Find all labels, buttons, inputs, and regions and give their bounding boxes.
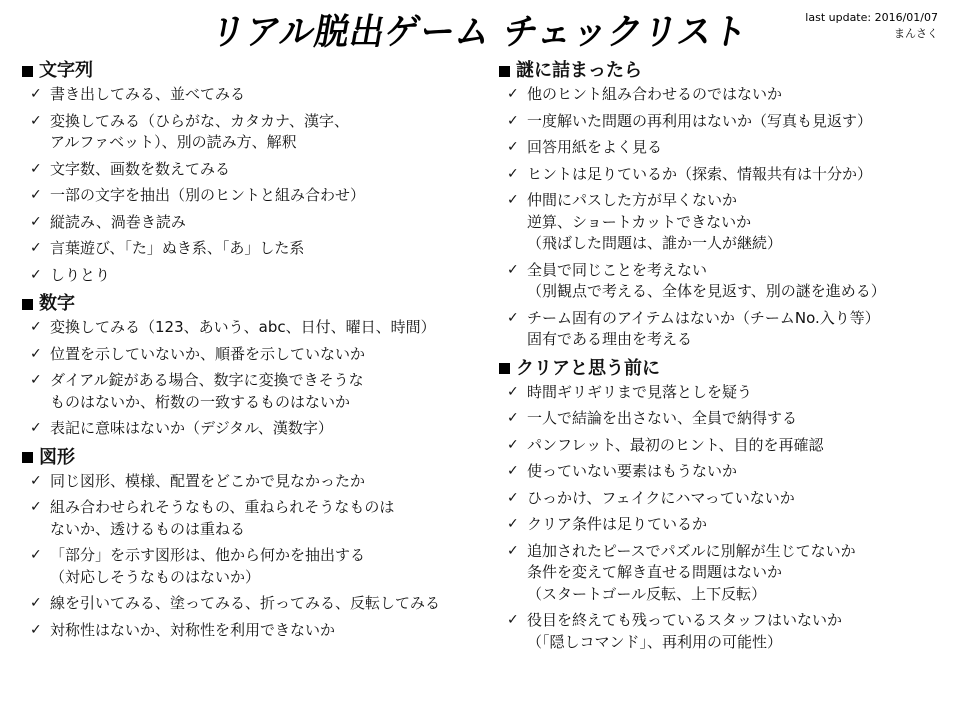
- checklist-item-text: [50, 159, 230, 181]
- check-icon: ✓: [30, 621, 42, 638]
- section-title: [497, 58, 952, 84]
- checklist-item-text: [50, 497, 394, 540]
- checklist-item: [20, 620, 490, 642]
- check-icon: ✓: [507, 612, 519, 628]
- section: [20, 291, 490, 440]
- checklist-item: [20, 370, 490, 413]
- checklist-line: 変換してみる（ひらがな、カタカナ、漢字、: [50, 111, 349, 130]
- section-title-text: 文字列: [39, 60, 93, 81]
- checklist-line: ないか、透けるものは重ねる: [50, 519, 246, 538]
- checklist-line: （対応しそうなものはないか）: [50, 567, 261, 586]
- checklist-item-text: [50, 344, 365, 366]
- checklist-line: 一人で結論を出さない、全員で納得する: [527, 409, 798, 427]
- checklist-line: ものはないか、桁数の一致するものはないか: [50, 392, 351, 411]
- checklist-line: 時間ギリギリまで見落としを疑う: [527, 382, 753, 401]
- checklist-item: [497, 461, 952, 483]
- section-title-text: クリアと思う前に: [516, 357, 660, 379]
- checklist-item: [497, 488, 952, 510]
- checklist-line: 条件を変えて解き直せる問題はないか: [527, 563, 783, 581]
- checklist-item-text: [50, 212, 186, 234]
- checklist-item-text: [527, 408, 797, 430]
- check-icon: ✓: [507, 165, 519, 182]
- section: [20, 58, 490, 286]
- checklist-line: 線を引いてみる、塗ってみる、折ってみる、反転してみる: [50, 594, 441, 612]
- check-icon: ✓: [30, 86, 42, 102]
- author: まんさく: [894, 27, 938, 40]
- check-icon: ✓: [507, 86, 519, 102]
- checklist-item: [497, 260, 952, 303]
- checklist-line: 使っていない要素はもうないか: [527, 462, 738, 480]
- check-icon: ✓: [30, 319, 42, 335]
- checklist-item-text: [50, 265, 110, 287]
- checklist-item-text: [50, 545, 365, 588]
- check-icon: ✓: [30, 266, 42, 283]
- checklist-item: [497, 541, 952, 606]
- checklist-line: 仲間にパスした方が早くないか: [527, 191, 738, 209]
- checklist-item-text: [50, 471, 365, 493]
- checklist-line: アルファベット）、別の読み方、解釈: [50, 133, 297, 151]
- check-icon: ✓: [30, 372, 42, 388]
- check-icon: ✓: [507, 542, 519, 559]
- checklist-item: [497, 190, 952, 255]
- square-bullet-icon: [499, 66, 510, 77]
- checklist-item-text: [527, 610, 842, 653]
- check-icon: ✓: [507, 489, 519, 506]
- checklist-item-text: [527, 435, 824, 457]
- checklist-item-text: [50, 185, 365, 207]
- check-icon: ✓: [30, 213, 42, 230]
- check-icon: ✓: [30, 547, 42, 563]
- checklist-item: [497, 382, 952, 404]
- checklist-item: [20, 344, 490, 366]
- checklist-item: [20, 418, 490, 440]
- square-bullet-icon: [22, 299, 33, 310]
- page-title: リアル脱出ゲーム チェックリスト: [207, 12, 752, 53]
- checklist-item: [20, 593, 490, 615]
- checklist-item: [497, 84, 952, 106]
- checklist-line: 対称性はないか、対称性を利用できないか: [50, 620, 336, 639]
- checklist-line: 逆算、ショートカットできないか: [527, 212, 752, 231]
- checklist-line: 一度解いた問題の再利用はないか（写真も見返す）: [527, 111, 873, 130]
- section-title-text: 図形: [39, 446, 75, 468]
- section: [20, 445, 490, 642]
- check-icon: ✓: [30, 240, 42, 256]
- checklist-item-text: [50, 111, 349, 154]
- section-title-text: 数字: [39, 293, 75, 314]
- check-icon: ✓: [30, 187, 42, 203]
- checklist-line: チーム固有のアイテムはないか（チームNo.入り等）: [527, 308, 880, 327]
- checklist-line: パンフレット、最初のヒント、目的を再確認: [527, 435, 824, 454]
- check-icon: ✓: [507, 309, 519, 326]
- checklist-item: [497, 435, 952, 457]
- section-title-text: 謎に詰まったら: [516, 60, 642, 81]
- check-icon: ✓: [507, 139, 519, 155]
- checklist-line: ヒントは足りているか（探索、情報共有は十分か）: [527, 164, 873, 183]
- last-update: last update: 2016/01/07: [805, 11, 938, 24]
- checklist-line: しりとり: [50, 265, 111, 284]
- checklist-line: 書き出してみる、並べてみる: [50, 85, 246, 103]
- check-icon: ✓: [507, 261, 519, 278]
- checklist-item: [20, 84, 490, 106]
- checklist-item-text: [527, 111, 872, 133]
- section: [497, 356, 952, 654]
- checklist-line: 全員で同じことを考えない: [527, 260, 708, 279]
- checklist-line: クリア条件は足りているか: [527, 515, 708, 533]
- left-column: [20, 58, 490, 646]
- check-icon: ✓: [507, 410, 519, 426]
- checklist-item: [20, 212, 490, 234]
- checklist-item-text: [527, 260, 886, 303]
- check-icon: ✓: [30, 472, 42, 489]
- check-icon: ✓: [507, 112, 519, 129]
- checklist-item: [497, 137, 952, 159]
- checklist-item: [497, 408, 952, 430]
- right-column: [497, 58, 952, 658]
- checklist-line: （「隠しコマンド」、再利用の可能性）: [527, 632, 783, 651]
- checklist-item-text: [527, 84, 782, 106]
- check-icon: ✓: [507, 436, 519, 453]
- checklist-item-text: [527, 190, 782, 255]
- checklist-line: 固有である理由を考える: [527, 330, 693, 348]
- check-icon: ✓: [30, 112, 42, 129]
- checklist-item: [20, 471, 490, 493]
- checklist-line: 表記に意味はないか（デジタル、漢数字）: [50, 419, 333, 437]
- checklist-item: [497, 514, 952, 536]
- checklist-item-text: [527, 514, 707, 536]
- checklist-item-text: [50, 620, 335, 642]
- check-icon: ✓: [507, 516, 519, 532]
- checklist-line: 一部の文字を抽出（別のヒントと組み合わせ）: [50, 186, 366, 204]
- checklist-item-text: [527, 541, 856, 606]
- checklist-item-text: [50, 593, 440, 615]
- checklist-item-text: [527, 461, 737, 483]
- checklist-item-text: [527, 164, 872, 186]
- checklist-line: 「部分」を示す図形は、他から何かを抽出する: [50, 546, 366, 564]
- checklist-item: [497, 164, 952, 186]
- square-bullet-icon: [22, 452, 33, 463]
- checklist-line: 変換してみる（123、あいう、abc、日付、曜日、時間）: [50, 318, 436, 336]
- checklist-item: [20, 159, 490, 181]
- checklist-item: [20, 497, 490, 540]
- checklist-item: [20, 238, 490, 260]
- checklist-line: 縦読み、渦巻き読み: [50, 212, 186, 231]
- check-icon: ✓: [507, 463, 519, 479]
- section-title: [20, 445, 490, 471]
- page-meta: [805, 10, 938, 42]
- section-title: [20, 291, 490, 317]
- section: [497, 58, 952, 351]
- checklist-line: 位置を示していないか、順番を示していないか: [50, 344, 366, 363]
- check-icon: ✓: [30, 420, 42, 436]
- checklist-line: ダイアル錠がある場合、数字に変換できそうな: [50, 371, 364, 389]
- checklist-item: [497, 610, 952, 653]
- checklist-line: 同じ図形、模様、配置をどこかで見なかったか: [50, 471, 366, 490]
- checklist-item: [20, 265, 490, 287]
- checklist-line: （飛ばした問題は、誰か一人が継続）: [527, 234, 783, 252]
- section-title: [20, 58, 490, 84]
- check-icon: ✓: [30, 499, 42, 515]
- checklist-line: 追加されたピースでパズルに別解が生じてないか: [527, 541, 856, 560]
- check-icon: ✓: [30, 345, 42, 362]
- checklist-item: [20, 111, 490, 154]
- checklist-item: [20, 185, 490, 207]
- checklist-item-text: [50, 84, 245, 106]
- checklist-item-text: [50, 317, 436, 339]
- checklist-line: （別観点で考える、全体を見返す、別の謎を進める）: [527, 282, 886, 300]
- square-bullet-icon: [499, 363, 510, 374]
- checklist-line: 回答用紙をよく見る: [527, 138, 663, 156]
- checklist-item: [497, 308, 952, 351]
- section-title: [497, 356, 952, 382]
- checklist-item-text: [50, 370, 364, 413]
- checklist-item-text: [527, 137, 662, 159]
- check-icon: ✓: [30, 595, 42, 611]
- checklist-item: [497, 111, 952, 133]
- checklist-item-text: [50, 418, 333, 440]
- checklist-item: [20, 545, 490, 588]
- checklist-item: [20, 317, 490, 339]
- checklist-line: 他のヒント組み合わせるのではないか: [527, 85, 783, 103]
- check-icon: ✓: [507, 192, 519, 208]
- checklist-line: ひっかけ、フェイクにハマっていないか: [527, 488, 795, 507]
- checklist-item-text: [527, 382, 752, 404]
- checklist-line: 文字数、画数を数えてみる: [50, 159, 231, 178]
- square-bullet-icon: [22, 66, 33, 77]
- checklist-item-text: [50, 238, 304, 260]
- checklist-line: 役目を終えても残っているスタッフはいないか: [527, 611, 843, 629]
- checklist-line: （スタートゴール反転、上下反転）: [527, 584, 767, 603]
- checklist-line: 組み合わせられそうなもの、重ねられそうなものは: [50, 498, 395, 516]
- checklist-line: 言葉遊び、「た」ぬき系、「あ」した系: [50, 239, 305, 257]
- checklist-item-text: [527, 308, 880, 351]
- check-icon: ✓: [507, 383, 519, 400]
- check-icon: ✓: [30, 160, 42, 177]
- checklist-item-text: [527, 488, 795, 510]
